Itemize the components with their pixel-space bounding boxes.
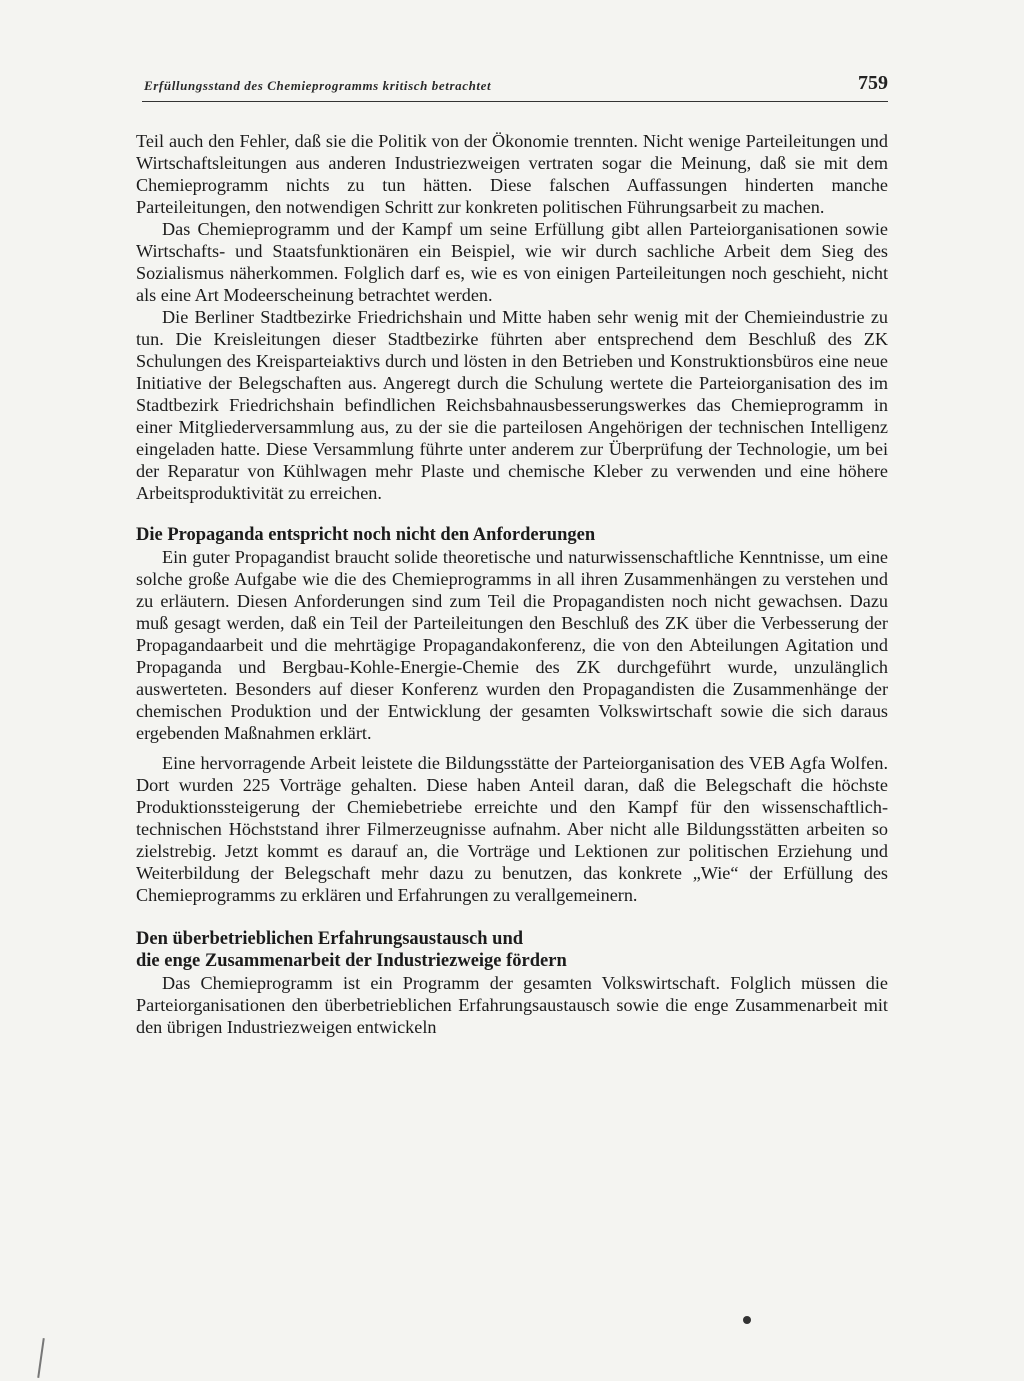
section-heading-line: Die Propaganda entspricht noch nicht den Anforderungen bbox=[136, 525, 596, 545]
header-rule bbox=[142, 101, 888, 102]
section-heading-line: Den überbetrieblichen Erfahrungsaustausch und bbox=[136, 929, 524, 949]
ink-dot bbox=[743, 1316, 751, 1324]
paragraph: Das Chemieprogramm ist ein Programm der gesamten Volkswirtschaft. Folglich müssen die Parteiorganisationen den überbetrieblichen Erfahrungsaustausch sowie die enge Zusammenarbeit mit den übrigen Industriezweigen entwickeln bbox=[136, 973, 888, 1037]
document-page bbox=[136, 70, 888, 1038]
section-heading bbox=[136, 928, 888, 972]
running-head: Erfüllungsstand des Chemieprogramms kritisch betrachtet bbox=[144, 78, 492, 93]
margin-mark bbox=[37, 1338, 45, 1378]
paragraph: Das Chemieprogramm und der Kampf um seine Erfüllung gibt allen Parteiorganisationen sowie Wirtschafts- und Staatsfunktionären ein Beispiel, wie wir durch sachliche Arbeit dem Sieg des Sozialismus näherkommen. Folglich darf es, wie es von einigen Parteileitungen noch geschieht, nicht als eine Art Modeerscheinung betrachtet werden. bbox=[136, 219, 888, 305]
body-text bbox=[136, 130, 888, 1038]
section-heading-line: die enge Zusammenarbeit der Industriezweige fördern bbox=[136, 951, 567, 971]
paragraph: Die Berliner Stadtbezirke Friedrichshain und Mitte haben sehr wenig mit der Chemieindustrie zu tun. Die Kreisleitungen dieser Stadtbezirke führten aber entsprechend dem Beschluß des ZK Schulungen des Kreisparteiaktivs durch und lösten in den Betrieben und Konstruktionsbüros eine neue Initiative der Belegschaften aus. Angeregt durch die Schulung wertete die Parteiorganisation des im Stadtbezirk Friedrichshain befindlichen Reichsbahnausbesserungswerkes das Chemieprogramm in einer Mitgliederversammlung aus, zu der sie die parteilosen Angehörigen der technischen Intelligenz eingeladen hatte. Diese Versammlung führte unter anderem zur Überprüfung der Technologie, um bei der Reparatur von Kühlwagen mehr Plaste und chemische Kleber zu verwenden und eine höhere Arbeitsproduktivität zu erreichen. bbox=[136, 307, 888, 503]
page-number: 759 bbox=[858, 72, 888, 94]
page-header bbox=[136, 70, 888, 102]
paragraph: Teil auch den Fehler, daß sie die Politik von der Ökonomie trennten. Nicht wenige Parteileitungen und Wirtschaftsleitungen aus anderen Industriezweigen vertraten sogar die Meinung, daß sie mit dem Chemieprogramm nichts zu tun hätten. Diese falschen Auffassungen hinderten manche Parteileitungen, den notwendigen Schritt zur konkreten politischen Führungsarbeit zu machen. bbox=[136, 131, 888, 217]
paragraph: Eine hervorragende Arbeit leistete die Bildungsstätte der Parteiorganisation des VEB Agfa Wolfen. Dort wurden 225 Vorträge gehalten. Diese haben Anteil daran, daß die Belegschaft die höchste Produktionssteigerung der Chemiebetriebe erreichte und den Kampf für den wissenschaftlich-technischen Höchststand ihrer Filmerzeugnisse aufnahm. Aber nicht alle Bildungsstätten arbeiten so zielstrebig. Jetzt kommt es darauf an, die Vorträge und Lektionen zur politischen Erziehung und Weiterbildung der Belegschaft mehr dazu zu benutzen, das konkrete „Wie“ der Erfüllung des Chemieprogramms zu erklären und Erfahrungen zu verallgemeinern. bbox=[136, 753, 888, 905]
paragraph: Ein guter Propagandist braucht solide theoretische und naturwissenschaftliche Kenntnisse, um eine solche große Aufgabe wie die des Chemieprogramms in all ihren Zusammenhängen zu verstehen und zu erläutern. Diesen Anforderungen sind zum Teil die Propagandisten noch nicht gewachsen. Dazu muß gesagt werden, daß ein Teil der Parteileitungen den Beschluß des ZK über die Verbesserung der Propagandaarbeit und die mehrtägige Propagandakonferenz, die von den Abteilungen Agitation und Propaganda und Bergbau-Kohle-Energie-Chemie des ZK durchgeführt wurde, unzulänglich auswerteten. Besonders auf dieser Konferenz wurden den Propagandisten die Zusammenhänge der chemischen Produktion und der Entwicklung der gesamten Volkswirtschaft sowie die sich daraus ergebenden Maßnahmen erklärt. bbox=[136, 547, 888, 743]
section-heading bbox=[136, 524, 888, 546]
